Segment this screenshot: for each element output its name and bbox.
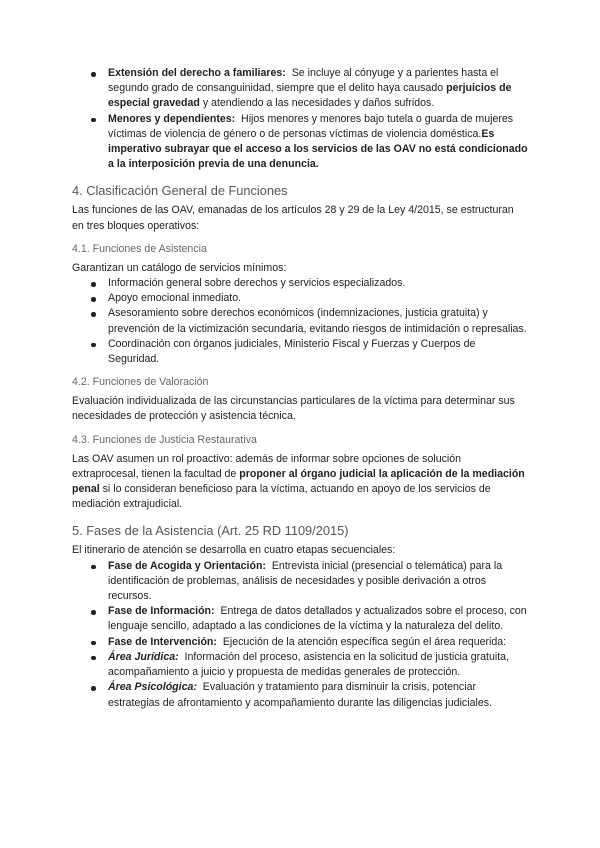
- item-text: Ejecución de la atención específica según el área requerida:: [222, 635, 507, 648]
- section-4-1-intro: Garantizan un catálogo de servicios mínimos:: [72, 261, 287, 274]
- page-content: [72, 66, 528, 711]
- section-5-intro: El itinerario de atención se desarrolla en cuatro etapas secuenciales:: [72, 544, 396, 557]
- section-4-2-heading: 4.2. Funciones de Valoración: [72, 376, 209, 389]
- list-item: [72, 112, 528, 173]
- item-text: Entrevista inicial (presencial o telemática) para la identificación de problemas, análisis de necesidades y posible derivación a otros recursos.: [108, 559, 503, 603]
- phases-list: [72, 559, 528, 711]
- list-item: [72, 604, 528, 634]
- item-text-after: y atendiendo a las necesidades y daños sufridos.: [202, 97, 435, 110]
- item-label: Área Jurídica:: [108, 650, 179, 663]
- text-after: si lo consideran beneficioso para la víctima, actuando en apoyo de los servicios de mediación extrajudicial.: [72, 483, 491, 511]
- section-5-heading: 5. Fases de la Asistencia (Art. 25 RD 1109/2015): [72, 523, 349, 539]
- item-label: Área Psicológica:: [108, 681, 197, 694]
- item-label: Menores y dependientes:: [108, 112, 236, 125]
- list-item: Apoyo emocional inmediato.: [72, 291, 528, 306]
- list-item: Coordinación con órganos judiciales, Ministerio Fiscal y Fuerzas y Cuerpos de Seguridad.: [72, 337, 528, 367]
- list-item: [72, 66, 528, 112]
- item-label: Fase de Acogida y Orientación:: [108, 559, 266, 572]
- item-text: Hijos menores y menores bajo tutela o guarda de mujeres víctimas de violencia de género o de personas víctimas de violencia doméstica.: [108, 112, 514, 140]
- top-bullet-list: [72, 66, 528, 172]
- item-text: Evaluación y tratamiento para disminuir la crisis, potenciar estrategias de afrontamiento y acompañamiento durante las diligencias judiciales.: [108, 681, 492, 709]
- list-item: [72, 650, 528, 680]
- section-4-heading: 4. Clasificación General de Funciones: [72, 183, 288, 199]
- section-4-3-text: [72, 452, 528, 513]
- item-label: Extensión del derecho a familiares:: [108, 67, 286, 79]
- section-4-1-heading: 4.1. Funciones de Asistencia: [72, 242, 207, 255]
- section-4-3-heading: 4.3. Funciones de Justicia Restaurativa: [72, 433, 257, 446]
- item-text: Se incluye al cónyuge y a parientes hasta el segundo grado de consanguinidad, siempre que el delito haya causado: [108, 67, 499, 95]
- item-text: Entrega de datos detallados y actualizados sobre el proceso, con lenguaje sencillo, adaptado a las condiciones de la víctima y la naturaleza del delito.: [108, 605, 527, 633]
- assistance-list: [72, 276, 528, 367]
- section-4-intro: Las funciones de las OAV, emanadas de los artículos 28 y 29 de la Ley 4/2015, se estructuran en tres bloques operativos:: [72, 204, 514, 232]
- list-item: [72, 680, 528, 710]
- bold-text: proponer al órgano judicial la aplicación de la mediación penal: [72, 467, 525, 496]
- item-bold-text: Es imperativo subrayar que el acceso a los servicios de las OAV no está condicionado a la interposición previa de una denuncia.: [108, 127, 528, 171]
- item-label: Fase de Intervención:: [108, 635, 217, 648]
- text-before: Las OAV asumen un rol proactivo: además de informar sobre opciones de solución extraprocesal, tienen la facultad de: [72, 452, 462, 480]
- item-bold-text: perjuicios de especial gravedad: [108, 82, 512, 110]
- list-item: [72, 559, 528, 605]
- list-item: [72, 635, 528, 650]
- item-label: Fase de Información:: [108, 605, 215, 618]
- section-4-2-text: Evaluación individualizada de las circunstancias particulares de la víctima para determinar sus necesidades de protección y asistencia técnica.: [72, 395, 515, 423]
- item-text: Información del proceso, asistencia en la solicitud de justicia gratuita, acompañamiento a juicio y propuesta de medidas generales de protección.: [108, 650, 510, 679]
- list-item: Asesoramiento sobre derechos económicos (indemnizaciones, justicia gratuita) y prevención de la victimización secundaria, evitando riesgos de intimidación o represalias.: [72, 306, 528, 336]
- list-item: Información general sobre derechos y servicios especializados.: [72, 276, 528, 291]
